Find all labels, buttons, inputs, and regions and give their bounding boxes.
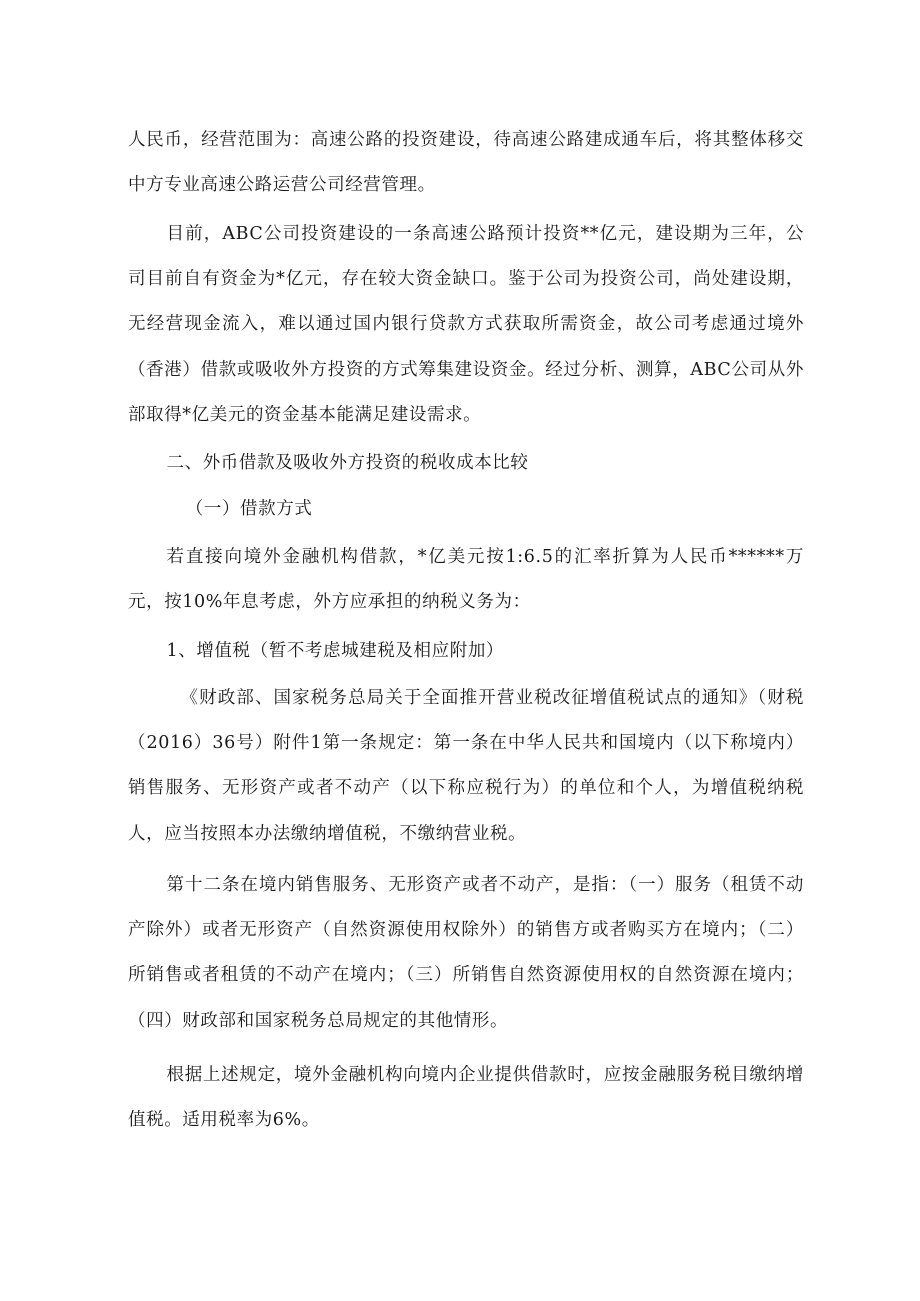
item-heading-vat: 1、增值税（暂不考虑城建税及相应附加） [166, 641, 505, 661]
paragraph-loan-calculation: 若直接向境外金融机构借款，*亿美元按1:6.5的汇率折算为人民币******万元，按10%年息考虑，外方应承担的纳税义务为： [128, 547, 804, 613]
subsection-heading-loan: （一）借款方式 [185, 499, 313, 519]
paragraph-funding-gap: 目前，ABC公司投资建设的一条高速公路预计投资**亿元，建设期为三年，公司目前自有资金为*亿元，存在较大资金缺口。鉴于公司为投资公司，尚处建设期，无经营现金流入，难以通过国内银行贷款方式获取所需资金，故公司考虑通过境外（香港）借款或吸收外方投资的方式筹集建设资金。经过分析、测算，ABC公司从外部取得*亿美元的资金基本能满足建设需求。 [128, 224, 804, 425]
paragraph-business-scope: 人民币，经营范围为：高速公路的投资建设，待高速公路建成通车后，将其整体移交中方专业高速公路运营公司经营管理。 [128, 130, 804, 196]
section-heading-tax-comparison: 二、外币借款及吸收外方投资的税收成本比较 [166, 453, 529, 473]
paragraph-conclusion-vat-rate: 根据上述规定，境外金融机构向境内企业提供借款时，应按金融服务税目缴纳增值税。适用税率为6%。 [128, 1065, 804, 1131]
paragraph-vat-regulation: 《财政部、国家税务总局关于全面推开营业税改征增值税试点的通知》（财税（2016）36号）附件1第一条规定：第一条在中华人民共和国境内（以下称境内）销售服务、无形资产或者不动产（以下称应税行为）的单位和个人，为增值税纳税人，应当按照本办法缴纳增值税，不缴纳营业税。 [128, 688, 804, 844]
paragraph-article-twelve: 第十二条在境内销售服务、无形资产或者不动产，是指：（一）服务（租赁不动产除外）或者无形资产（自然资源使用权除外）的销售方或者购买方在境内；（二）所销售或者租赁的不动产在境内；（三）所销售自然资源使用权的自然资源在境内；（四）财政部和国家税务总局规定的其他情形。 [128, 875, 804, 1031]
